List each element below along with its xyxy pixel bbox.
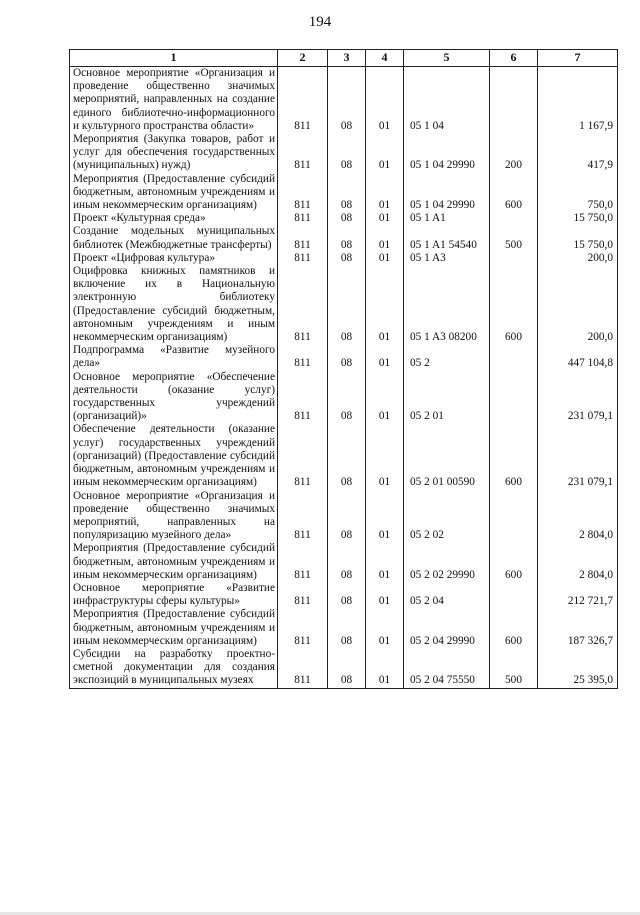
column-header-1: 1 [70, 50, 278, 67]
column-header-2: 2 [278, 50, 328, 67]
row-target-article: 05 1 A3 08200 [404, 265, 490, 344]
row-subsection-code: 01 [366, 608, 404, 648]
row-section-code: 08 [328, 344, 366, 370]
row-ministry-code: 811 [278, 423, 328, 489]
row-amount: 2 804,0 [538, 542, 618, 582]
row-description: Обеспечение деятельности (оказание услуг) государственных учреждений (организаций) (Предоставление субсидий бюджетным, автономным учреждениям и иным некоммерческим организациям) [70, 423, 278, 489]
budget-table [69, 49, 618, 689]
row-section-code: 08 [328, 133, 366, 173]
column-header-5: 5 [404, 50, 490, 67]
table-row [70, 582, 618, 608]
row-description: Мероприятия (Предоставление субсидий бюджетным, автономным учреждениям и иным некоммерческим организациям) [70, 608, 278, 648]
row-ministry-code: 811 [278, 173, 328, 213]
row-target-article: 05 2 01 [404, 371, 490, 424]
column-header-4: 4 [366, 50, 404, 67]
row-amount: 447 104,8 [538, 344, 618, 370]
row-amount: 231 079,1 [538, 371, 618, 424]
row-subsection-code: 01 [366, 173, 404, 213]
row-target-article: 05 2 04 [404, 582, 490, 608]
header-row [70, 50, 618, 67]
row-ministry-code: 811 [278, 371, 328, 424]
column-header-3: 3 [328, 50, 366, 67]
row-expense-type: 500 [490, 225, 538, 251]
row-amount: 15 750,0 [538, 212, 618, 225]
row-amount: 750,0 [538, 173, 618, 213]
row-description: Проект «Цифровая культура» [70, 252, 278, 265]
table-row [70, 252, 618, 265]
row-section-code: 08 [328, 490, 366, 543]
table-row [70, 490, 618, 543]
row-subsection-code: 01 [366, 542, 404, 582]
row-amount: 417,9 [538, 133, 618, 173]
row-expense-type [490, 582, 538, 608]
row-expense-type: 600 [490, 423, 538, 489]
row-section-code: 08 [328, 608, 366, 648]
row-expense-type: 200 [490, 133, 538, 173]
row-description: Мероприятия (Предоставление субсидий бюджетным, автономным учреждениям и иным некоммерческим организациям) [70, 542, 278, 582]
row-expense-type [490, 371, 538, 424]
row-description: Создание модельных муниципальных библиотек (Межбюджетные трансферты) [70, 225, 278, 251]
row-target-article: 05 2 [404, 344, 490, 370]
row-ministry-code: 811 [278, 582, 328, 608]
row-section-code: 08 [328, 542, 366, 582]
row-amount: 1 167,9 [538, 67, 618, 134]
table-row [70, 265, 618, 344]
row-subsection-code: 01 [366, 582, 404, 608]
row-ministry-code: 811 [278, 252, 328, 265]
row-section-code: 08 [328, 371, 366, 424]
table-row [70, 225, 618, 251]
row-amount: 15 750,0 [538, 225, 618, 251]
row-expense-type [490, 490, 538, 543]
row-amount: 187 326,7 [538, 608, 618, 648]
row-description: Основное мероприятие «Обеспечение деятельности (оказание услуг) государственных учреждений (организаций)» [70, 371, 278, 424]
row-subsection-code: 01 [366, 265, 404, 344]
row-amount: 2 804,0 [538, 490, 618, 543]
table-row [70, 542, 618, 582]
row-subsection-code: 01 [366, 225, 404, 251]
row-description: Подпрограмма «Развитие музейного дела» [70, 344, 278, 370]
row-subsection-code: 01 [366, 212, 404, 225]
row-target-article: 05 1 A1 54540 [404, 225, 490, 251]
row-ministry-code: 811 [278, 542, 328, 582]
row-target-article: 05 2 02 [404, 490, 490, 543]
row-subsection-code: 01 [366, 252, 404, 265]
row-target-article: 05 2 04 75550 [404, 648, 490, 688]
row-section-code: 08 [328, 173, 366, 213]
row-amount: 231 079,1 [538, 423, 618, 489]
row-ministry-code: 811 [278, 265, 328, 344]
row-target-article: 05 1 A3 [404, 252, 490, 265]
row-expense-type: 600 [490, 173, 538, 213]
row-subsection-code: 01 [366, 344, 404, 370]
row-description: Основное мероприятие «Развитие инфраструктуры сферы культуры» [70, 582, 278, 608]
row-description: Оцифровка книжных памятников и включение их в Национальную электронную библиотеку (Предоставление субсидий бюджетным, автономным учреждениям и иным некоммерческим организациям) [70, 265, 278, 344]
row-ministry-code: 811 [278, 212, 328, 225]
row-ministry-code: 811 [278, 490, 328, 543]
row-ministry-code: 811 [278, 648, 328, 688]
row-expense-type [490, 252, 538, 265]
row-description: Проект «Культурная среда» [70, 212, 278, 225]
row-target-article: 05 2 02 29990 [404, 542, 490, 582]
row-expense-type [490, 212, 538, 225]
row-section-code: 08 [328, 582, 366, 608]
table-row [70, 212, 618, 225]
row-description: Субсидии на разработку проектно-сметной документации для создания экспозиций в муниципальных музеях [70, 648, 278, 688]
table-row [70, 371, 618, 424]
table-row [70, 344, 618, 370]
table-header [70, 50, 618, 67]
row-ministry-code: 811 [278, 344, 328, 370]
table-row [70, 423, 618, 489]
row-description: Мероприятия (Закупка товаров, работ и услуг для обеспечения государственных (муниципальных) нужд) [70, 133, 278, 173]
row-section-code: 08 [328, 265, 366, 344]
column-header-6: 6 [490, 50, 538, 67]
row-ministry-code: 811 [278, 608, 328, 648]
row-description: Основное мероприятие «Организация и проведение общественно значимых мероприятий, направленных на популяризацию музейного дела» [70, 490, 278, 543]
table-body [70, 67, 618, 689]
row-ministry-code: 811 [278, 133, 328, 173]
row-target-article: 05 1 04 29990 [404, 133, 490, 173]
row-ministry-code: 811 [278, 225, 328, 251]
row-expense-type: 600 [490, 542, 538, 582]
table-row [70, 648, 618, 688]
row-amount: 200,0 [538, 265, 618, 344]
row-amount: 25 395,0 [538, 648, 618, 688]
row-expense-type: 500 [490, 648, 538, 688]
row-subsection-code: 01 [366, 67, 404, 134]
row-expense-type: 600 [490, 608, 538, 648]
row-target-article: 05 2 04 29990 [404, 608, 490, 648]
row-section-code: 08 [328, 252, 366, 265]
table-row [70, 608, 618, 648]
row-amount: 212 721,7 [538, 582, 618, 608]
row-subsection-code: 01 [366, 133, 404, 173]
row-target-article: 05 1 04 29990 [404, 173, 490, 213]
row-section-code: 08 [328, 225, 366, 251]
table-row [70, 67, 618, 134]
row-target-article: 05 2 01 00590 [404, 423, 490, 489]
row-subsection-code: 01 [366, 371, 404, 424]
row-description: Основное мероприятие «Организация и проведение общественно значимых мероприятий, направленных на создание единого библиотечно-информационного и культурного пространства области» [70, 67, 278, 134]
table-row [70, 173, 618, 213]
row-amount: 200,0 [538, 252, 618, 265]
row-section-code: 08 [328, 423, 366, 489]
row-subsection-code: 01 [366, 490, 404, 543]
row-section-code: 08 [328, 67, 366, 134]
row-expense-type [490, 67, 538, 134]
column-header-7: 7 [538, 50, 618, 67]
row-description: Мероприятия (Предоставление субсидий бюджетным, автономным учреждениям и иным некоммерческим организациям) [70, 173, 278, 213]
row-subsection-code: 01 [366, 423, 404, 489]
row-ministry-code: 811 [278, 67, 328, 134]
table-row [70, 133, 618, 173]
row-expense-type: 600 [490, 265, 538, 344]
row-target-article: 05 1 A1 [404, 212, 490, 225]
row-section-code: 08 [328, 648, 366, 688]
page-number: 194 [308, 14, 332, 30]
row-subsection-code: 01 [366, 648, 404, 688]
row-expense-type [490, 344, 538, 370]
row-section-code: 08 [328, 212, 366, 225]
row-target-article: 05 1 04 [404, 67, 490, 134]
